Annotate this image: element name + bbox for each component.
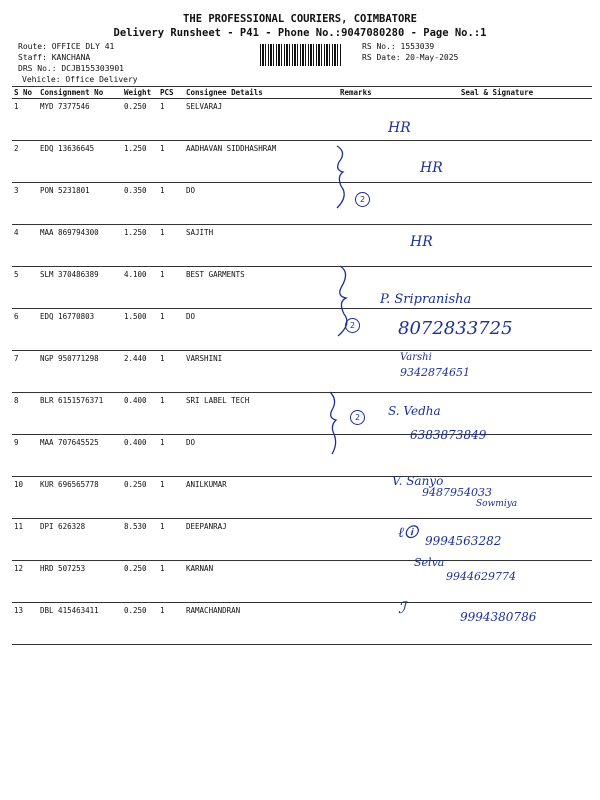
cell-consignment: MAA 707645525 bbox=[38, 435, 122, 477]
note-row-10: Sowmiya bbox=[476, 499, 518, 509]
cell-consignment: BLR 6151576371 bbox=[38, 393, 122, 435]
cell-sno: 3 bbox=[12, 183, 38, 225]
table-row bbox=[12, 393, 592, 435]
cell-sno: 1 bbox=[12, 99, 38, 141]
cell-sno: 11 bbox=[12, 519, 38, 561]
cell-consignee: DO bbox=[184, 183, 338, 225]
cell-remarks bbox=[338, 141, 402, 183]
rs-number: RS No.: 1553039 bbox=[362, 42, 435, 51]
drs-number: DRS No.: DCJB155303901 bbox=[18, 64, 124, 73]
signature-row-1: HR bbox=[388, 120, 411, 136]
cell-consignment: MAA 869794300 bbox=[38, 225, 122, 267]
cell-consignment: MYD 7377546 bbox=[38, 99, 122, 141]
cell-consignment: KUR 696565778 bbox=[38, 477, 122, 519]
cell-pcs: 1 bbox=[158, 519, 184, 561]
signature-row-7: Varshi bbox=[400, 352, 432, 363]
cell-weight: 0.250 bbox=[122, 561, 158, 603]
signature-row-4: HR bbox=[410, 234, 433, 250]
phone-row-6: 8072833725 bbox=[398, 318, 513, 339]
remark-circle-a: 2 bbox=[355, 192, 370, 207]
cell-sno: 2 bbox=[12, 141, 38, 183]
signature-row-10: V. Sanyo bbox=[392, 474, 444, 488]
remark-circle-b: 2 bbox=[345, 318, 360, 333]
cell-consignment: DBL 415463411 bbox=[38, 603, 122, 645]
table-row bbox=[12, 477, 592, 519]
route-label: Route: OFFICE DLY 41 bbox=[18, 42, 115, 51]
cell-remarks bbox=[338, 225, 402, 267]
cell-consignment: PON 5231801 bbox=[38, 183, 122, 225]
table-row bbox=[12, 225, 592, 267]
table-row bbox=[12, 519, 592, 561]
cell-consignment: EDQ 16770803 bbox=[38, 309, 122, 351]
cell-weight: 2.440 bbox=[122, 351, 158, 393]
cell-pcs: 1 bbox=[158, 351, 184, 393]
cell-weight: 1.500 bbox=[122, 309, 158, 351]
remark-circle-c: 2 bbox=[350, 410, 365, 425]
cell-pcs: 1 bbox=[158, 603, 184, 645]
cell-remarks bbox=[338, 561, 402, 603]
cell-consignment: DPI 626328 bbox=[38, 519, 122, 561]
cell-pcs: 1 bbox=[158, 435, 184, 477]
signature-row-2: HR bbox=[420, 160, 443, 176]
cell-pcs: 1 bbox=[158, 561, 184, 603]
cell-signature bbox=[402, 183, 592, 225]
signature-row-5: P. Sripranisha bbox=[380, 292, 472, 307]
phone-row-11: 9994563282 bbox=[425, 534, 502, 548]
cell-consignment: HRD 507253 bbox=[38, 561, 122, 603]
cell-consignee: BEST GARMENTS bbox=[184, 267, 338, 309]
signature-row-12: Selva bbox=[414, 556, 445, 569]
cell-weight: 0.250 bbox=[122, 477, 158, 519]
cell-consignee: SELVARAJ bbox=[184, 99, 338, 141]
cell-pcs: 1 bbox=[158, 477, 184, 519]
cell-pcs: 1 bbox=[158, 393, 184, 435]
cell-remarks bbox=[338, 603, 402, 645]
cell-sno: 13 bbox=[12, 603, 38, 645]
phone-row-13: 9994380786 bbox=[460, 610, 537, 624]
col-consignee: Consignee Details bbox=[184, 87, 338, 99]
cell-weight: 0.250 bbox=[122, 603, 158, 645]
cell-sno: 12 bbox=[12, 561, 38, 603]
phone-row-7: 9342874651 bbox=[400, 366, 470, 379]
cell-consignee: SAJITH bbox=[184, 225, 338, 267]
phone-row-12: 9944629774 bbox=[446, 570, 516, 583]
cell-consignment: SLM 370486389 bbox=[38, 267, 122, 309]
col-signature: Seal & Signature bbox=[402, 87, 592, 99]
table-row bbox=[12, 183, 592, 225]
cell-weight: 0.350 bbox=[122, 183, 158, 225]
cell-sno: 6 bbox=[12, 309, 38, 351]
signature-row-8: S. Vedha bbox=[388, 404, 441, 418]
cell-consignee: VARSHINI bbox=[184, 351, 338, 393]
cell-consignee: ANILKUMAR bbox=[184, 477, 338, 519]
cell-consignee: DO bbox=[184, 309, 338, 351]
cell-weight: 1.250 bbox=[122, 141, 158, 183]
cell-sno: 7 bbox=[12, 351, 38, 393]
cell-weight: 1.250 bbox=[122, 225, 158, 267]
cell-consignee: DO bbox=[184, 435, 338, 477]
table-row bbox=[12, 99, 592, 141]
col-weight: Weight bbox=[122, 87, 158, 99]
runsheet-subtitle: Delivery Runsheet - P41 - Phone No.:9047080280 - Page No.:1 bbox=[113, 27, 487, 39]
cell-consignee: DEEPANRAJ bbox=[184, 519, 338, 561]
cell-weight: 0.250 bbox=[122, 99, 158, 141]
cell-remarks bbox=[338, 351, 402, 393]
cell-weight: 4.100 bbox=[122, 267, 158, 309]
phone-row-9: 6383873849 bbox=[410, 428, 487, 442]
table-row bbox=[12, 351, 592, 393]
cell-pcs: 1 bbox=[158, 183, 184, 225]
col-sno: S No bbox=[12, 87, 38, 99]
cell-remarks bbox=[338, 519, 402, 561]
table-row bbox=[12, 435, 592, 477]
vehicle-label: Vehicle: Office Delivery bbox=[22, 75, 138, 84]
signature-row-13-mark: ℐ bbox=[398, 598, 406, 617]
cell-signature bbox=[402, 99, 592, 141]
rs-date: RS Date: 20-May-2025 bbox=[362, 53, 459, 62]
cell-weight: 8.530 bbox=[122, 519, 158, 561]
cell-pcs: 1 bbox=[158, 309, 184, 351]
table-body bbox=[12, 99, 592, 645]
barcode-image bbox=[260, 44, 342, 66]
cell-pcs: 1 bbox=[158, 99, 184, 141]
staff-label: Staff: KANCHANA bbox=[18, 53, 91, 62]
signature-row-11-mark: ℓ🛈 bbox=[398, 525, 419, 541]
cell-weight: 0.400 bbox=[122, 393, 158, 435]
cell-pcs: 1 bbox=[158, 225, 184, 267]
col-pcs: PCS bbox=[158, 87, 184, 99]
runsheet-table bbox=[12, 86, 592, 645]
col-remarks: Remarks bbox=[338, 87, 402, 99]
cell-sno: 9 bbox=[12, 435, 38, 477]
cell-consignment: EDQ 13636645 bbox=[38, 141, 122, 183]
cell-consignee: RAMACHANDRAN bbox=[184, 603, 338, 645]
cell-consignee: SRI LABEL TECH bbox=[184, 393, 338, 435]
cell-remarks bbox=[338, 183, 402, 225]
cell-sno: 8 bbox=[12, 393, 38, 435]
cell-sno: 10 bbox=[12, 477, 38, 519]
phone-row-10: 9487954033 bbox=[422, 486, 492, 499]
table-row bbox=[12, 267, 592, 309]
company-title: THE PROFESSIONAL COURIERS, COIMBATORE bbox=[183, 13, 417, 25]
cell-pcs: 1 bbox=[158, 141, 184, 183]
cell-consignee: KARNAN bbox=[184, 561, 338, 603]
col-consignment: Consignment No bbox=[38, 87, 122, 99]
cell-pcs: 1 bbox=[158, 267, 184, 309]
cell-sno: 5 bbox=[12, 267, 38, 309]
cell-consignment: NGP 950771298 bbox=[38, 351, 122, 393]
cell-remarks bbox=[338, 435, 402, 477]
cell-consignee: AADHAVAN SIDDHASHRAM bbox=[184, 141, 338, 183]
table-header-row bbox=[12, 87, 592, 99]
cell-weight: 0.400 bbox=[122, 435, 158, 477]
cell-sno: 4 bbox=[12, 225, 38, 267]
table-row bbox=[12, 141, 592, 183]
